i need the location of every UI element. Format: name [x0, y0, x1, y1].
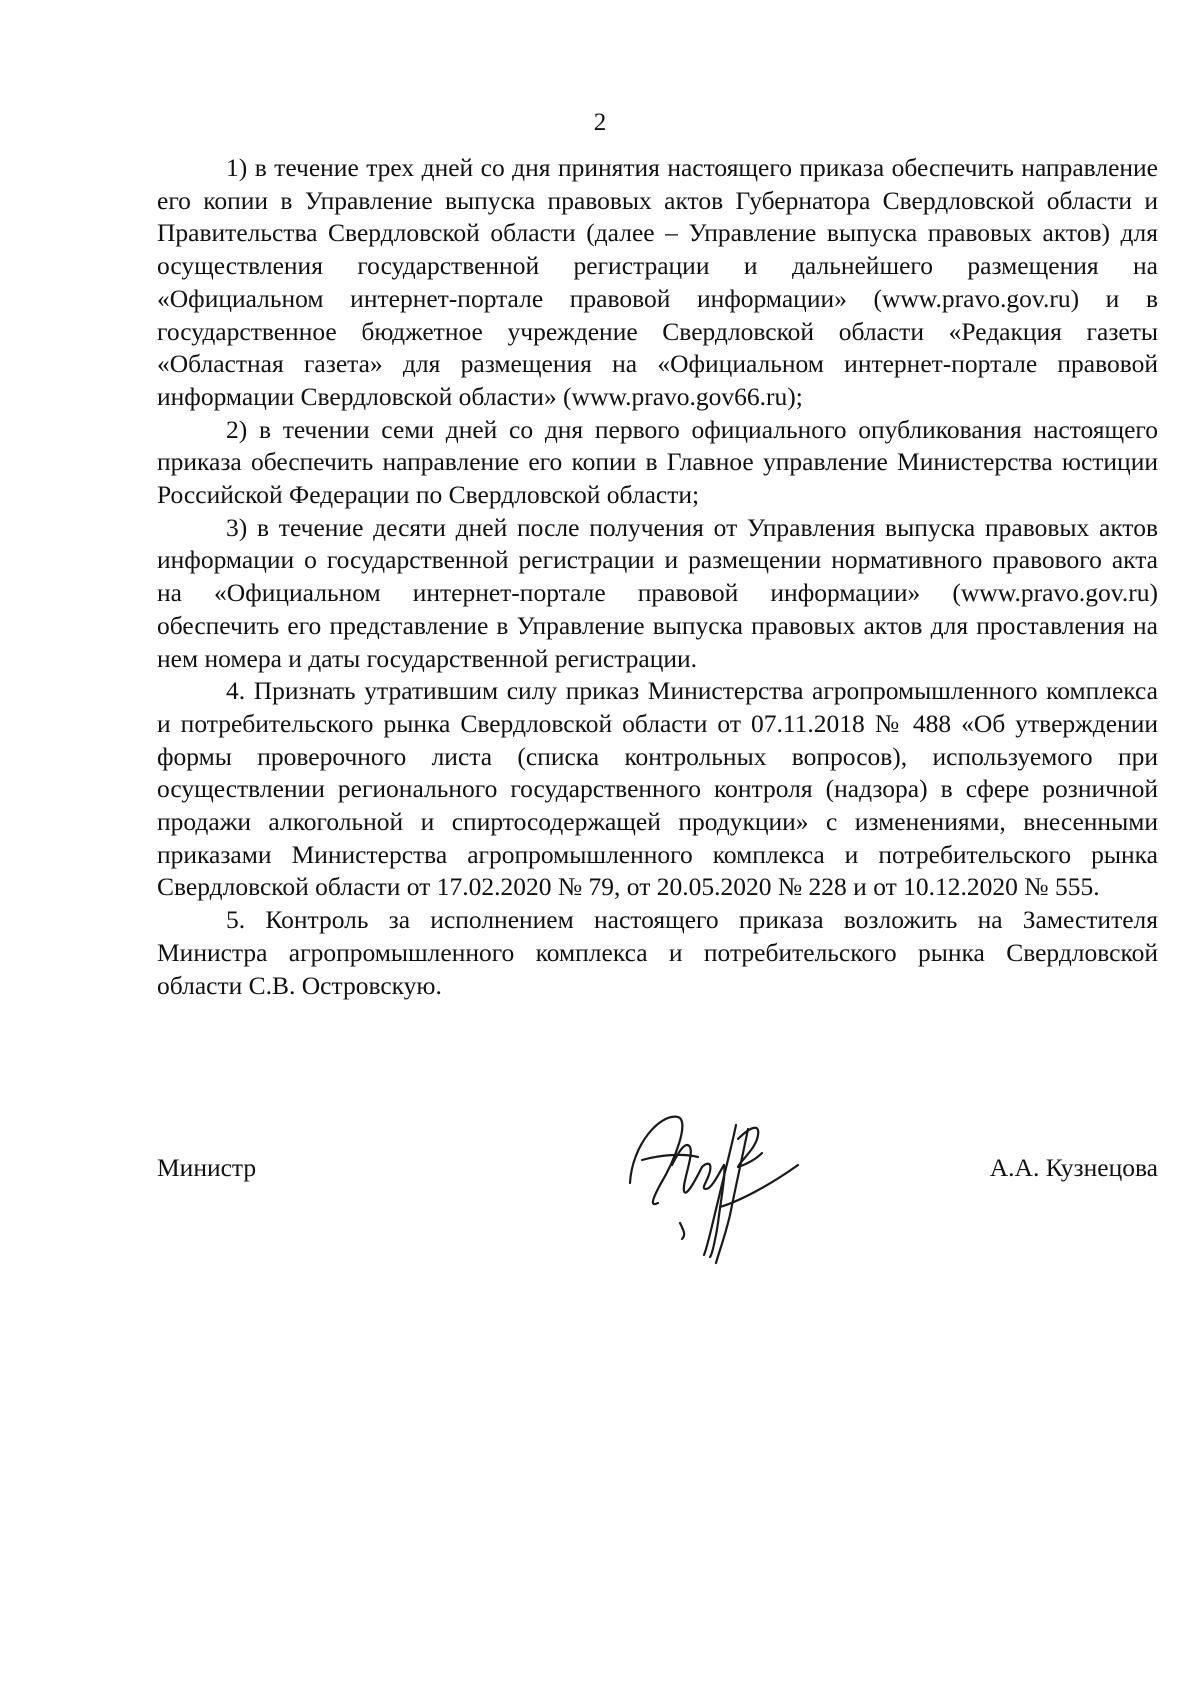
signatory-name: А.А. Кузнецова	[989, 1153, 1158, 1182]
signatory-title: Министр	[157, 1153, 257, 1182]
paragraph-item-1: 1) в течение трех дней со дня принятия настоящего приказа обеспечить направление его копии в Управление выпуска правовых актов Губернатора Свердловской области и Правительства Свердловской области (далее – Управление выпуска правовых актов) для осуществления государственной регистрации и дальнейшего размещения на «Официальном интернет-портале правовой информации» (www.pravo.gov.ru) и в государственное бюджетное учреждение Свердловской области «Редакция газеты «Областная газета» для размещения на «Официальном интернет-портале правовой информации Свердловской области» (www.pravo.gov66.ru);	[157, 153, 1158, 411]
page-number: 2	[593, 109, 607, 136]
paragraph-4: 4. Признать утратившим силу приказ Министерства агропромышленного комплекса и потребительского рынка Свердловской области от 07.11.2018 № 488 «Об утверждении формы проверочного листа (списка контрольных вопросов), используемого при осуществлении регионального государственного контроля (надзора) в сфере розничной продажи алкогольной и спиртосодержащей продукции» с изменениями, внесенными приказами Министерства агропромышленного комплекса и потребительского рынка Свердловской области от 17.02.2020 № 79, от 20.05.2020 № 228 и от 10.12.2020 № 555.	[157, 676, 1158, 902]
document-body	[157, 152, 1158, 1002]
paragraph-5: 5. Контроль за исполнением настоящего приказа возложить на Заместителя Министра агропромышленного комплекса и потребительского рынка Свердловской области С.В. Островскую.	[157, 905, 1158, 1000]
handwritten-signature	[620, 1105, 820, 1270]
paragraph-item-3: 3) в течение десяти дней после получения от Управления выпуска правовых актов информации о государственной регистрации и размещении нормативного правового акта на «Официальном интернет-портале правовой информации» (www.pravo.gov.ru) обеспечить его представление в Управление выпуска правовых актов для проставления на нем номера и даты государственной регистрации.	[157, 512, 1158, 673]
paragraph-item-2: 2) в течении семи дней со дня первого официального опубликования настоящего приказа обеспечить направление его копии в Главное управление Министерства юстиции Российской Федерации по Свердловской области;	[157, 414, 1158, 510]
